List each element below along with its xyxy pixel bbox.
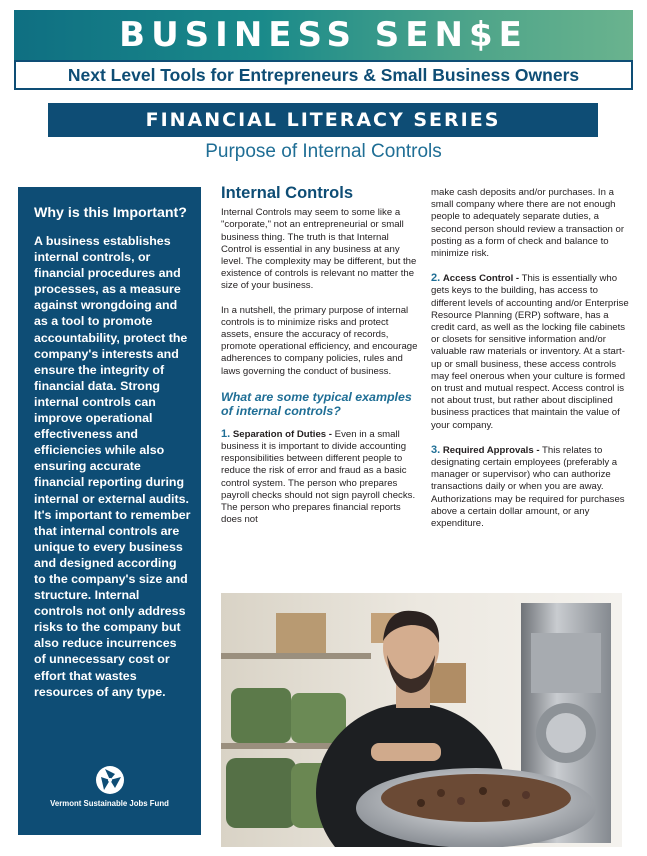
example-item-1-continued: make cash deposits and/or purchases. In a small company where there are not enough people to adequately separate duties, a second person should review a transaction or posting as a form of check and balance to minimize risk. [431,187,625,260]
item-title: Required Approvals - [442,444,540,456]
sidebar-body: A business establishes internal controls, or financial procedures and processes, as a measure against wrongdoing and as a tool to promote accountability, protect the company's interests and ensure the integrity of financial data. Strong internal controls can improve operational effectiveness and efficiencies while also ensuring accurate financial reporting during internal or external audits. It's important to remember that internal controls are unique to every business and designed according to the company's size and structure. Internal controls not only address risks to the company but also reduce incurrences of unnecessary cost or effort that wastes resources of any type. [34,234,191,699]
masthead-banner [14,10,633,60]
item-number: 2. [431,272,441,285]
roaster-photo-image [221,593,622,847]
series-title: FINANCIAL LITERACY SERIES [145,109,501,131]
publication-title: BUSINESS SEN$E [119,15,528,55]
page-subtitle: Purpose of Internal Controls [205,141,442,162]
photo-roaster [221,593,622,847]
pinwheel-logo-icon [95,765,125,795]
logo-text: Vermont Sustainable Jobs Fund [50,799,169,808]
example-item-3 [431,444,629,530]
tagline-box [14,60,633,90]
article-column-1 [221,184,421,538]
examples-heading: What are some typical examples of internal controls? [221,389,412,418]
publication-tagline: Next Level Tools for Entrepreneurs & Small Business Owners [67,64,580,85]
article-paragraph-2: In a nutshell, the primary purpose of internal controls is to minimize risks and protect assets, ensure the accuracy of records, promote operational efficiency, and encourage adherences to company policies, rules and laws governing the conduct of business. [221,304,418,377]
example-item-1 [221,428,421,527]
series-band [48,103,598,137]
article-column-2 [431,187,629,542]
article-paragraph-1: Internal Controls may seem to some like a "corporate," not an entrepreneurial or small business thing. The truth is that Internal Control is essential in any business at any level. The complexity may be different, but the existence of controls is relevant no matter the size of your business. [221,207,417,292]
example-item-2 [431,272,629,432]
sidebar-panel [18,187,201,835]
vsjf-logo [18,765,201,808]
item-number: 3. [431,443,441,456]
article-heading: Internal Controls [221,184,354,202]
item-text: This relates to designating certain employees (preferably a manager or supervisor) who can authorize transactions daily or when you are away. Authorizations may be required for purchases above a certain dollar amount, or any expenditure. [431,444,625,530]
item-text: Even in a small business it is important to divide accounting responsibilities between different people to reduce the risk of error and fraud as a basic control system. The person who prepares payroll checks should not sign payroll checks. The person who prepares financial reports does not [221,428,416,526]
item-title: Separation of Duties - [232,428,333,440]
item-text: This is essentially who gets keys to the building, has access to different levels of accounting and/or Enterprise Resource Planning (ERP) software, has a credit card, as well as the locking file cabinets or closets for sensitive information and/or valuable raw materials or inventory. At a start-up or small business, these access controls may feel onerous when your culture is formed on trust and mutual respect. Access control is not about trust, but rather about disciplined business practices that maintain the value of your company. [431,273,629,431]
item-number: 1. [221,427,231,440]
item-title: Access Control - [442,273,520,285]
sidebar-heading: Why is this Important? [34,205,187,221]
